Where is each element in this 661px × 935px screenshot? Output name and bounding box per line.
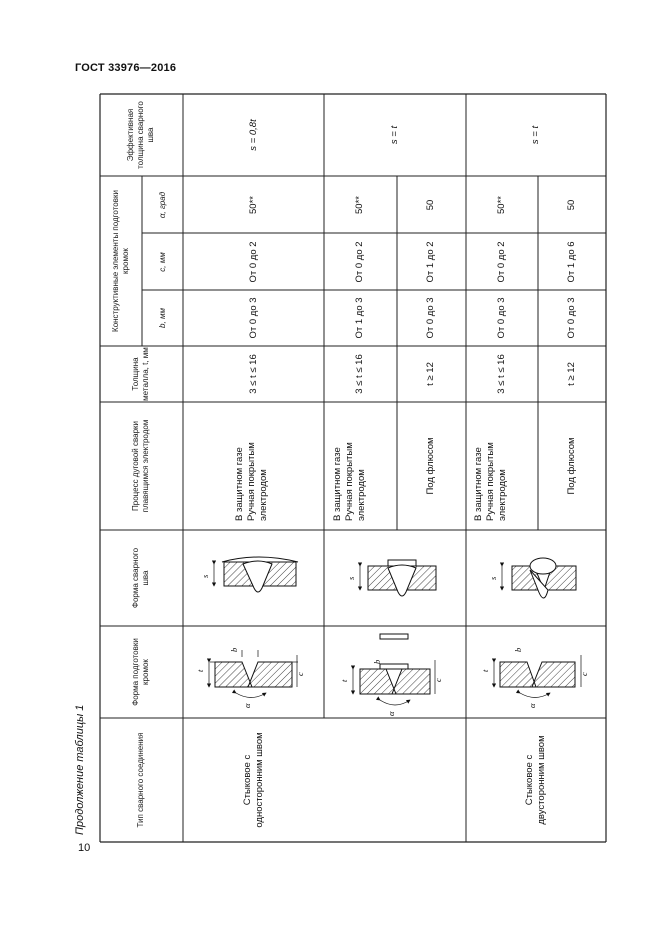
svg-text:b: b — [513, 647, 523, 652]
svg-text:α: α — [242, 703, 252, 708]
edge-preparation-drawing-3 — [480, 648, 589, 708]
page-number: 10 — [78, 842, 91, 854]
weld-form-drawing-2 — [346, 560, 436, 596]
svg-text:c: c — [295, 672, 305, 676]
edge-preparation-drawing-2 — [339, 634, 443, 716]
document-title: ГОСТ 33976—2016 — [75, 62, 177, 74]
svg-text:c: c — [579, 672, 589, 676]
svg-text:t: t — [339, 679, 349, 682]
edge-preparation-drawing-1 — [195, 648, 305, 708]
svg-text:α: α — [527, 703, 537, 708]
svg-text:s: s — [488, 576, 498, 580]
svg-text:b: b — [372, 659, 382, 664]
svg-text:s: s — [200, 574, 210, 578]
svg-text:b: b — [229, 647, 239, 652]
weld-form-drawing-3 — [488, 558, 576, 598]
svg-text:t: t — [480, 669, 490, 672]
svg-text:s: s — [346, 576, 356, 580]
svg-text:α: α — [386, 711, 396, 716]
table-continuation-caption: Продолжение таблицы 1 — [74, 704, 86, 835]
svg-text:c: c — [433, 678, 443, 682]
weld-form-drawing-1 — [200, 557, 298, 592]
svg-text:t: t — [195, 669, 205, 672]
